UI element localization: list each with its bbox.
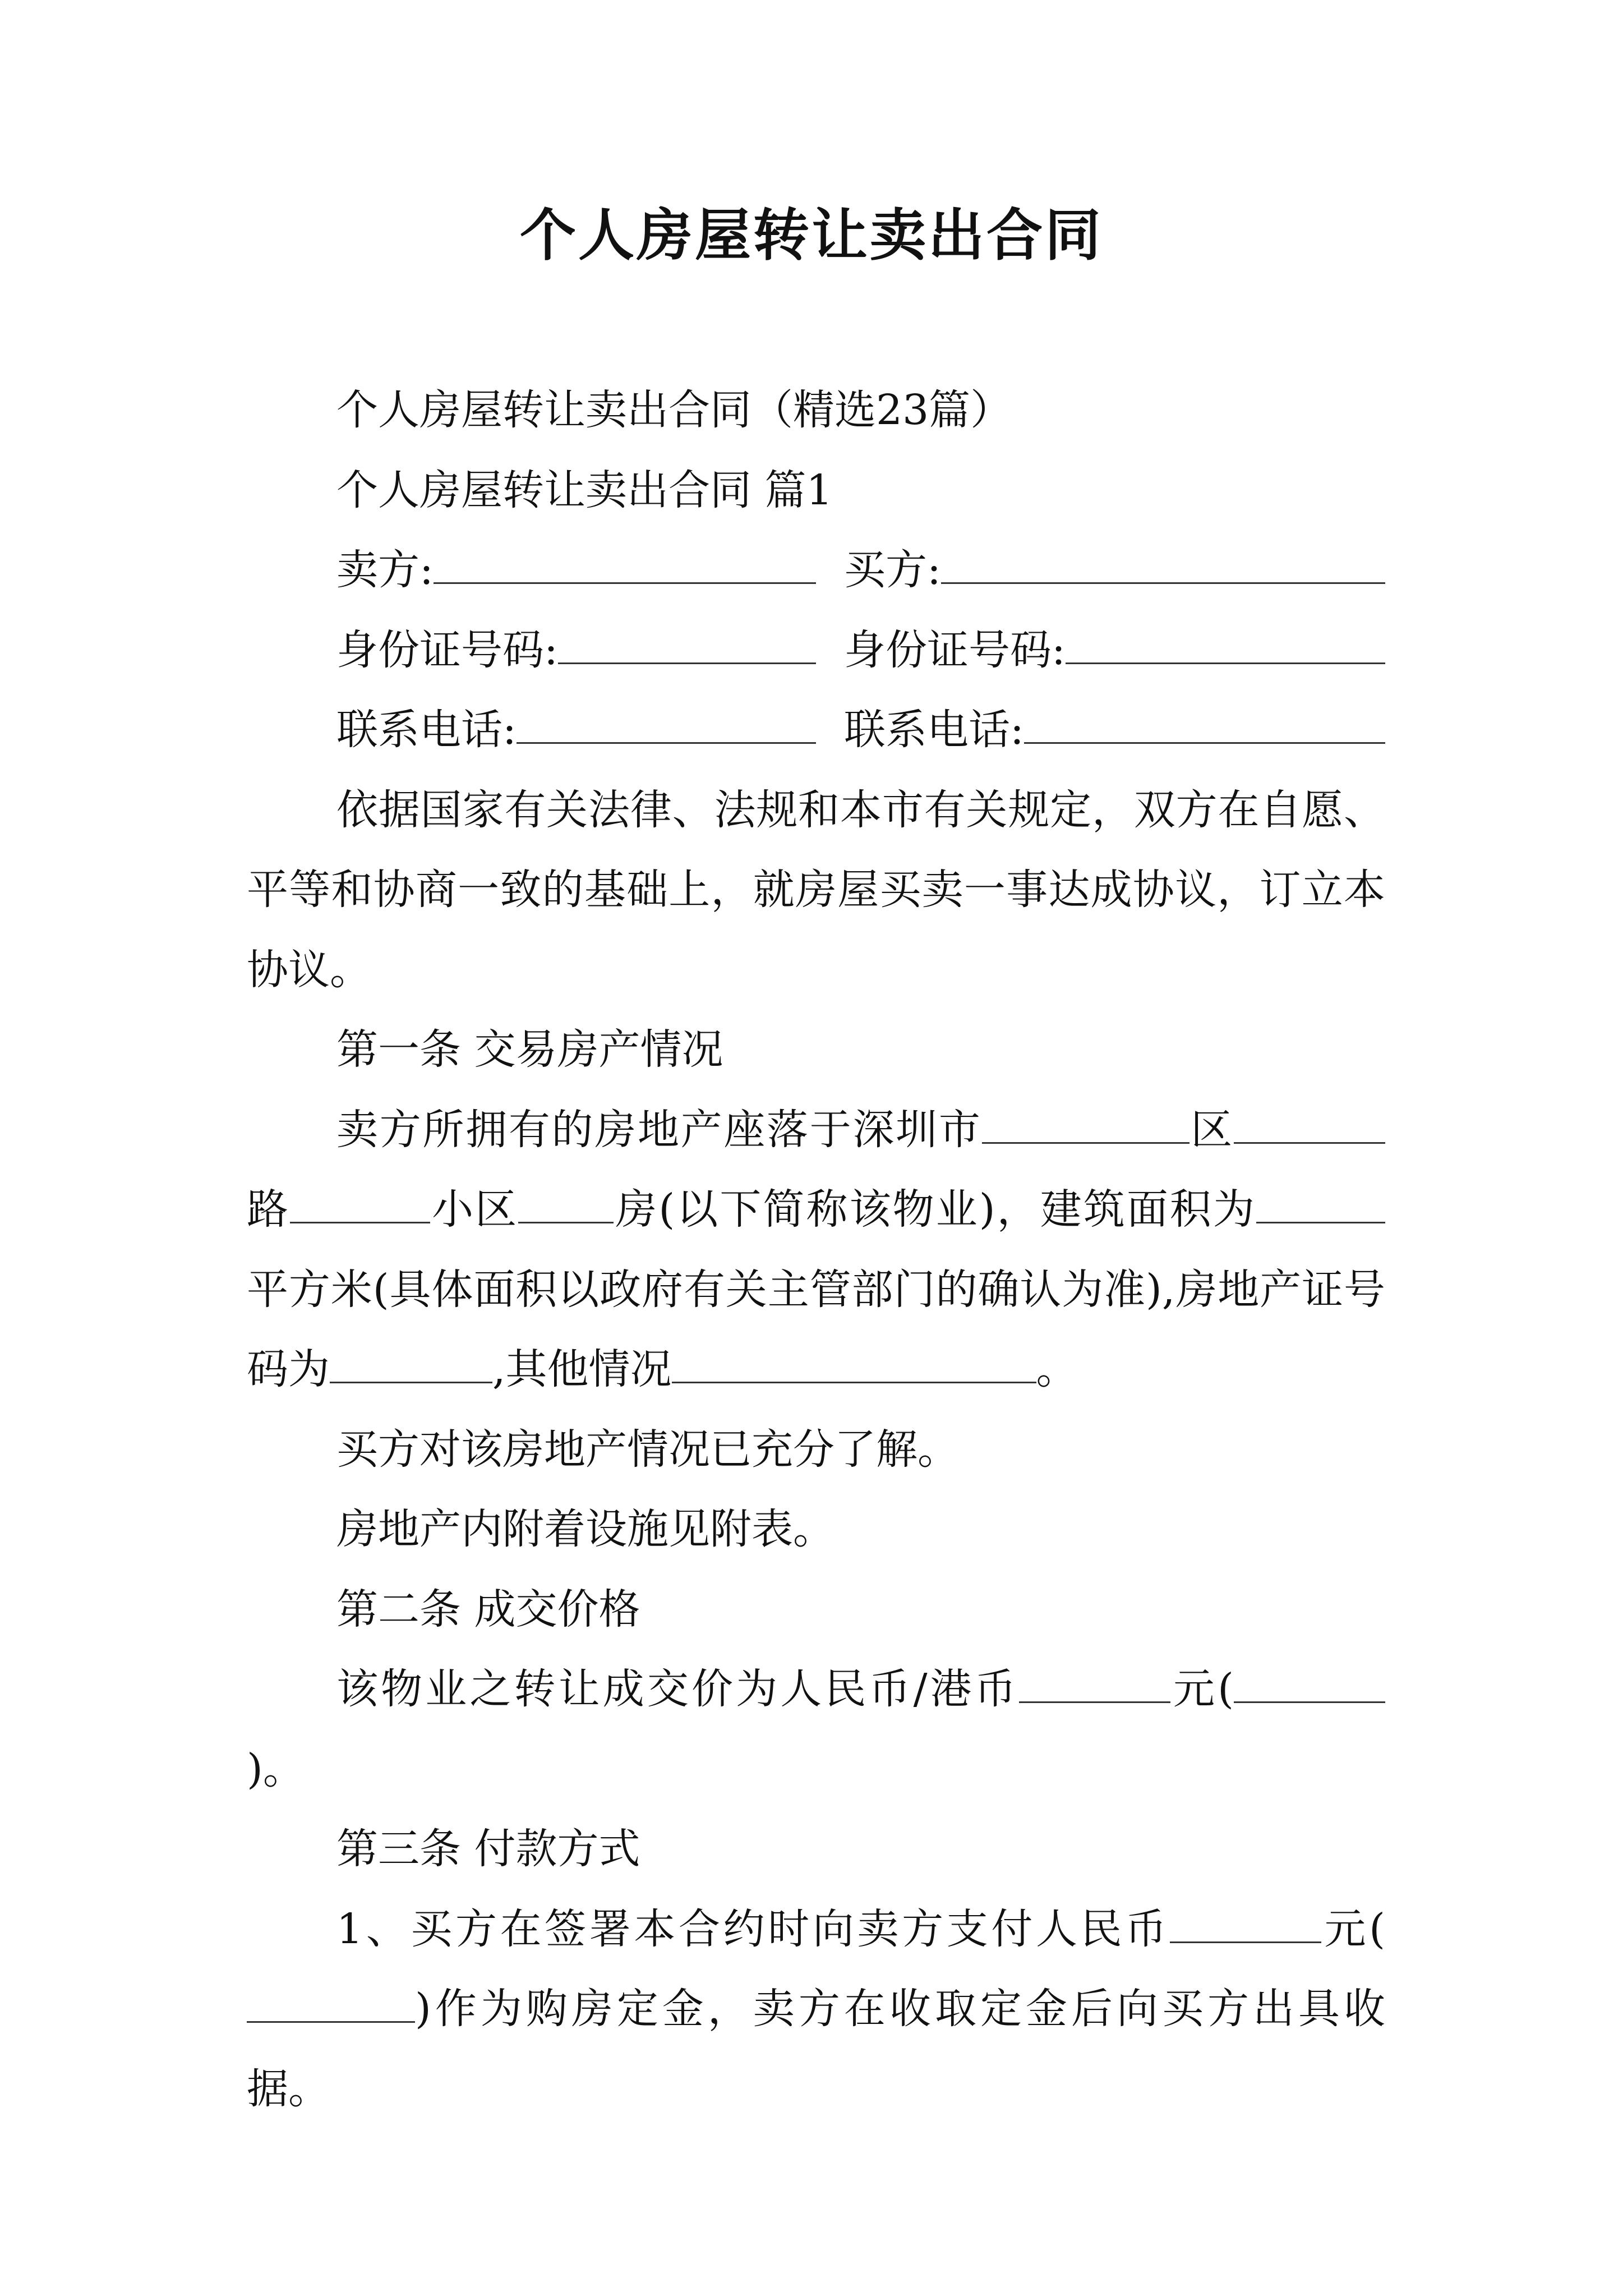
seller-blank (434, 543, 816, 584)
area-blank (1256, 1182, 1385, 1223)
seller-phone-blank (517, 703, 816, 744)
seller-field (247, 530, 816, 610)
price-paren-open: ( (1218, 1665, 1234, 1713)
article3-heading: 第三条 付款方式 (336, 1825, 640, 1873)
buyer-id-label: 身份证号码: (844, 625, 1066, 674)
community-text: 小区 (430, 1185, 519, 1234)
buyer-phone-blank (1024, 703, 1385, 744)
buyer-label: 买方: (844, 546, 941, 594)
area-text: 房(以下简称该物业)，建筑面积为 (614, 1185, 1257, 1234)
price-unit-text: 元 (1170, 1665, 1218, 1713)
district-text: 区 (1189, 1105, 1234, 1154)
deposit-blank (1170, 1902, 1321, 1943)
article1-facilities: 房地产内附着设施见附表。 (336, 1505, 834, 1553)
community-blank (518, 1182, 614, 1223)
district-blank (1234, 1102, 1385, 1143)
article1-property-paragraph (247, 1090, 1385, 1410)
deposit-text: 1、买方在签署本合约时向卖方支付人民币 (336, 1904, 1170, 1953)
seller-id-field (247, 610, 816, 691)
price-blank (1019, 1662, 1170, 1703)
article2-price-paragraph (247, 1649, 1385, 1809)
party-names-row (247, 530, 1385, 610)
price-paren-close: )。 (247, 1745, 305, 1793)
price-text: 该物业之转让成交价为人民币/港币 (336, 1665, 1019, 1713)
period-text: 。 (1036, 1345, 1078, 1393)
seller-label: 卖方: (336, 546, 434, 594)
buyer-id-field (816, 610, 1385, 691)
deposit-unit-text: 元 (1321, 1904, 1370, 1953)
other-text: ,其他情况 (492, 1345, 672, 1393)
price-uppercase-blank (1234, 1662, 1385, 1703)
deposit-uppercase-blank (247, 1982, 415, 2023)
article3-deposit-paragraph (247, 1889, 1385, 2129)
buyer-field (816, 530, 1385, 610)
seller-id-blank (558, 623, 816, 664)
intro-paragraph: 依据国家有关法律、法规和本市有关规定，双方在自愿、平等和协商一致的基础上，就房屋买卖一事达成协议，订立本协议。 (247, 785, 1385, 994)
seller-phone-field (247, 690, 816, 770)
document-body (247, 370, 1385, 2129)
road-text: 路 (247, 1185, 291, 1234)
party-phone-row (247, 690, 1385, 770)
article1-heading: 第一条 交易房产情况 (336, 1025, 723, 1074)
seller-id-label: 身份证号码: (336, 625, 558, 674)
party-id-row (247, 610, 1385, 691)
seller-phone-label: 联系电话: (336, 706, 517, 754)
deposit-rest-text: )作为购房定金，卖方在收取定金后向买方出具收据。 (247, 1985, 1385, 2113)
property-location-text: 卖方所拥有的房地产座落于深圳市 (336, 1105, 982, 1154)
buyer-blank (941, 543, 1385, 584)
document-title: 个人房屋转让卖出合同 (520, 203, 1103, 268)
buyer-id-blank (1066, 623, 1385, 664)
buyer-phone-field (816, 690, 1385, 770)
city-blank (982, 1102, 1189, 1143)
article2-heading: 第二条 成交价格 (336, 1585, 640, 1634)
other-blank (672, 1342, 1036, 1383)
road-blank (290, 1182, 430, 1223)
deposit-paren-open: ( (1369, 1904, 1385, 1953)
subtitle: 个人房屋转让卖出合同（精选23篇） (336, 386, 1012, 434)
certificate-blank (330, 1342, 492, 1383)
certificate-text: 平方米(具体面积以政府有关主管部门的确认为准),房地产证号码为 (247, 1265, 1385, 1393)
section-heading: 个人房屋转让卖出合同 篇1 (336, 466, 833, 514)
buyer-phone-label: 联系电话: (844, 706, 1024, 754)
article1-understanding: 买方对该房地产情况已充分了解。 (336, 1425, 959, 1474)
